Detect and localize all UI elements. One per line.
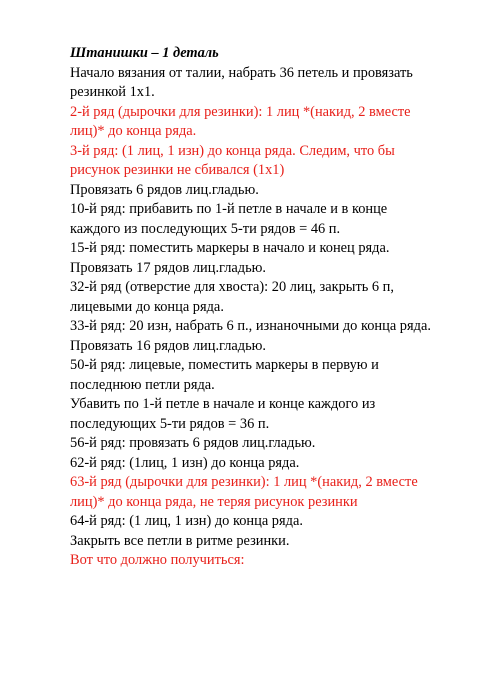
text-line: 56-й ряд: провязать 6 рядов лиц.гладью. [70, 435, 316, 451]
document-page [70, 44, 480, 571]
text-line: Убавить по 1-й петле в начале и конце каждого из [70, 396, 376, 412]
highlighted-text-line: лиц)* до конца ряда. [70, 123, 197, 139]
text-line: лицевыми до конца ряда. [70, 298, 224, 315]
highlighted-text-line: Вот что должно получиться: [70, 552, 245, 568]
text-line: последующих 5-ти рядов = 36 п. [70, 415, 270, 432]
highlighted-text-line: лиц)* до конца ряда, не теряя рисунок резинки [70, 493, 358, 510]
text-line: Закрыть все петли в ритме резинки. [70, 532, 290, 549]
text-line: Провязать 6 рядов лиц.гладью. [70, 181, 259, 198]
text-line: 32-й ряд (отверстие для хвоста): 20 лиц, закрыть 6 п, [70, 279, 394, 295]
highlighted-text-line: 3-й ряд: (1 лиц, 1 изн) до конца ряда. Следим, что бы [70, 142, 395, 159]
text-line: каждого из последующих 5-ти рядов = 46 п. [70, 220, 341, 237]
text-line: 50-й ряд: лицевые, поместить маркеры в первую и [70, 357, 379, 373]
text-line: 15-й ряд: поместить маркеры в начало и конец ряда. [70, 240, 390, 256]
text-line: 64-й ряд: (1 лиц, 1 изн) до конца ряда. [70, 513, 303, 529]
document-body [70, 64, 480, 571]
text-line: Провязать 17 рядов лиц.гладью. [70, 259, 267, 276]
highlighted-text-line: 63-й ряд (дырочки для резинки): 1 лиц *(накид, 2 вместе [70, 474, 418, 490]
text-line: резинкой 1х1. [70, 84, 155, 100]
highlighted-text-line: рисунок резинки не сбивался (1х1) [70, 162, 285, 178]
text-line: 33-й ряд: 20 изн, набрать 6 п., изнаночными до конца ряда. [70, 318, 431, 334]
text-line: 10-й ряд: прибавить по 1-й петле в начале и в конце [70, 201, 388, 217]
document-title: Штанишки – 1 деталь [70, 45, 219, 61]
text-line: последнюю петли ряда. [70, 376, 215, 393]
text-line: 62-й ряд: (1лиц, 1 изн) до конца ряда. [70, 454, 300, 471]
highlighted-text-line: 2-й ряд (дырочки для резинки): 1 лиц *(накид, 2 вместе [70, 103, 411, 120]
text-line: Провязать 16 рядов лиц.гладью. [70, 337, 267, 354]
text-line: Начало вязания от талии, набрать 36 петель и провязать [70, 64, 413, 81]
